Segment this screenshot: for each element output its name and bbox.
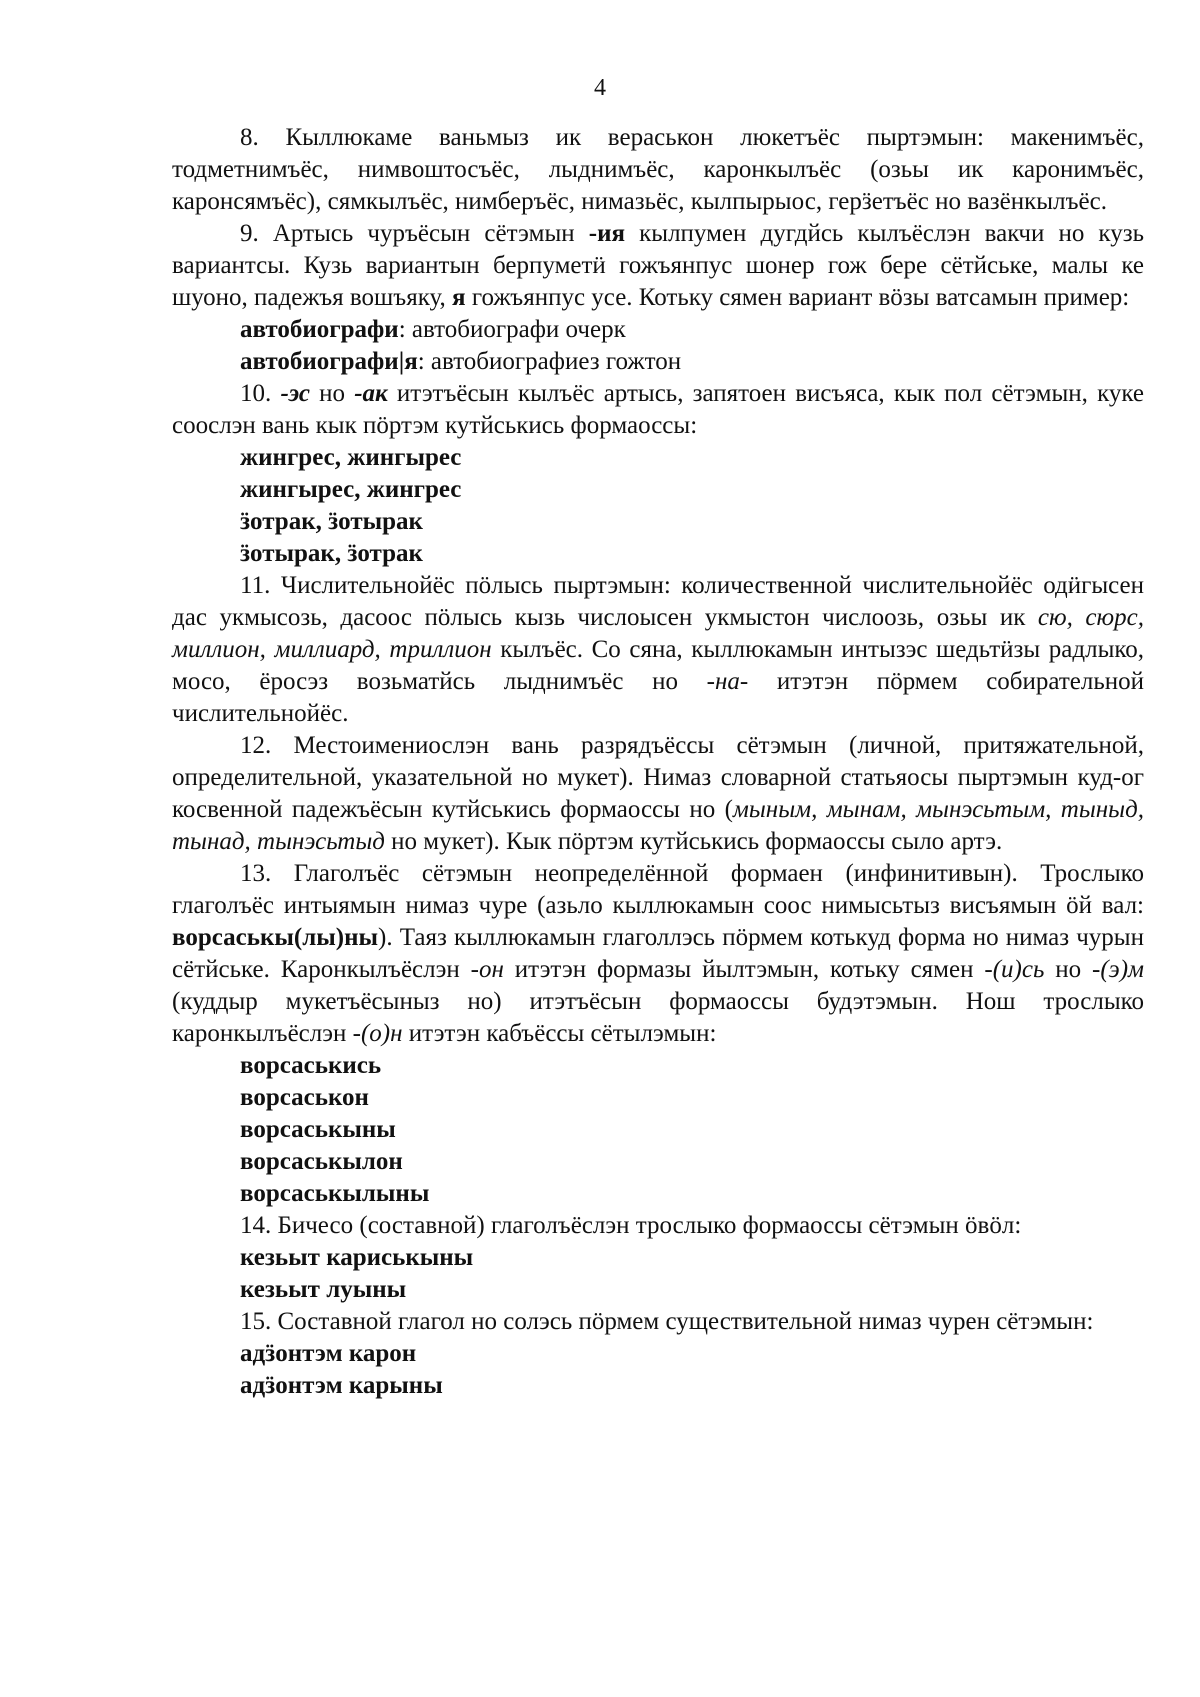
example-line: кезьыт кариськыны	[240, 1244, 474, 1271]
example-line: ворсаськылыны	[240, 1180, 430, 1207]
text-run: 13. Глаголъёс сётэмын неопределённой формаен (инфинитивын). Трослыко глаголъёс интыямын нимаз чуре (азьло кыллюкамын соос нимысьтыз висъямын ӧй вал:	[172, 860, 1144, 919]
italic-term: -на-	[706, 668, 749, 695]
example-text: : автобиографиез гожтон	[417, 348, 682, 375]
text-run: 10.	[240, 380, 281, 407]
paragraph-12	[172, 730, 1144, 858]
paragraph-14: 14. Бичесо (составной) глаголъёслэн трослыко формаоссы сётэмын ӧвӧл:	[240, 1212, 1022, 1239]
text-run: гожъянпус усе. Котьку сямен вариант вӧзы ватсамын пример:	[465, 284, 1130, 311]
example-line: жингрес, жингырес	[240, 444, 462, 471]
suffix-term: -эс	[280, 380, 310, 407]
example-line: кезьыт луыны	[240, 1276, 407, 1303]
paragraph-15: 15. Составной глагол но солэсь пӧрмем существительной нимаз чурен сётэмын:	[240, 1308, 1094, 1335]
italic-term: мыным, мынам, мынэсьтым, тыныд, тынад, тынэсьтыд	[172, 796, 1145, 855]
example-line: ӟотрак, ӟотырак	[240, 508, 423, 535]
text-run: но	[1044, 956, 1093, 983]
text-run: итэтэн пӧрмем собирательной числительнойёс.	[172, 668, 1144, 727]
text-run: (куддыр мукетъёсыныз но) итэтъёсын формаоссы будэтэмын. Нош трослыко каронкылъёслэн	[172, 988, 1144, 1047]
italic-term: -(о)н	[352, 1020, 403, 1047]
suffix-term: -ак	[354, 380, 388, 407]
text-run: кылпумен дугдйсь кылъёслэн вакчи но кузь вариантсы. Кузь вариантын берпуметӥ гожъянпус шонер гож бере сётйське, малы ке шуоно, падежъя вошъяку,	[172, 220, 1145, 311]
text-run: итэтэн кабъёссы сётылэмын:	[402, 1020, 717, 1047]
letter-term: я	[452, 284, 466, 311]
example-line: ӟотырак, ӟотрак	[240, 540, 423, 567]
example-line: ворсаськон	[240, 1084, 369, 1111]
text-run: 12. Местоимениослэн вань разрядъёссы сётэмын (личной, притяжательной, определительной, указательной но мукет). Нимаз словарной статьяосы пыртэмын куд-ог косвенной падежъёсын кутйськись формаоссы но (	[172, 732, 1144, 823]
text-run: кылъёс. Со сяна, кыллюкамын интызэс шедьтӥзы радлыко, мосо, ёросэз возьматйсь лыднимъёс но	[172, 636, 1144, 695]
italic-term: -(э)м	[1092, 956, 1144, 983]
example-line: жингырес, жингрес	[240, 476, 462, 503]
text-run: но	[309, 380, 355, 407]
example-text: : автобиографи очерк	[398, 316, 626, 343]
example-line: адӟонтэм карыны	[240, 1372, 443, 1399]
example-line	[172, 346, 1144, 378]
example-line: ворсаськись	[240, 1052, 382, 1079]
paragraph-9	[172, 218, 1144, 314]
paragraph-10	[172, 378, 1144, 442]
paragraph-11	[172, 570, 1144, 730]
text-run: итэтъёсын кылъёс артысь, запятоен висъяса, кык пол сётэмын, куке сооcлэн вань кык пӧртэм кутйськись формаоссы:	[172, 380, 1144, 439]
text-run: ). Таяз кыллюкамын глаголлэсь пӧрмем котькуд форма но нимаз чурын сётйське. Каронкылъёслэн	[172, 924, 1144, 983]
example-line: ворсаськыны	[240, 1116, 396, 1143]
italic-term: -он	[470, 956, 504, 983]
suffix-term: -ия	[588, 220, 626, 247]
page-body	[172, 122, 1144, 1402]
headword: автобиографи	[240, 316, 399, 343]
paragraph-8: 8. Кыллюкаме ваньмыз ик вераськон люкетъёс пыртэмын: макенимъёс, тодметнимъёс, нимвоштосъёс, лыднимъёс, каронкылъёс (озьы ик каронимъёс, каронсямъёс), сямкылъёс, нимберъёс, нимазьёс, кылпырыос, герӟетъёс но вазёнкылъёс.	[172, 124, 1144, 215]
text-run: 11. Числительнойёс пӧлысь пыртэмын: количественной числительнойёс одӥгысен дас укмысозь, дасоос пӧлысь кызь числоысен укмыстон числоозь, озьы ик	[172, 572, 1144, 631]
italic-term: сю, сюрс, миллион, миллиард, триллион	[172, 604, 1144, 663]
page-number: 4	[594, 75, 606, 101]
italic-term: -(и)сь	[984, 956, 1045, 983]
example-line	[172, 314, 1144, 346]
paragraph-13	[172, 858, 1144, 1050]
text-run: но мукет). Кык пӧртэм кутйськись формаоссы сыло артэ.	[384, 828, 1003, 855]
text-run: итэтэн формазы йылтэмын, котьку сямен	[503, 956, 985, 983]
headword: автобиографи|я	[240, 348, 418, 375]
text-run: 9. Артысь чуръёсын сётэмын	[240, 220, 589, 247]
example-line: адӟонтэм карон	[240, 1340, 417, 1367]
example-line: ворсаськылон	[240, 1148, 403, 1175]
bold-term: ворсаськы(лы)ны	[172, 924, 378, 951]
